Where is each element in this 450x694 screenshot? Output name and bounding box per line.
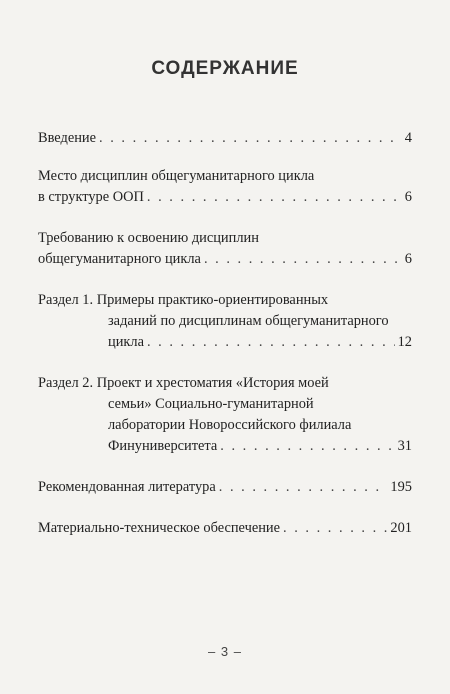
toc-entry-text: Материально-техническое обеспечение [38,520,281,536]
toc-entry-place-in-oop [38,166,412,208]
dot-leader [99,128,402,149]
toc-entry-text: Требованию к освоению дисциплин [38,230,259,246]
dot-leader [219,477,388,498]
toc-entry-text: Финуниверситета [108,438,218,454]
toc-entry-text: Рекомендованная литература [38,479,216,495]
toc-entry-text: общегуманитарного цикла [38,251,201,267]
dot-leader [147,332,395,353]
dot-leader [220,436,394,457]
table-of-contents [38,128,412,539]
toc-entry-section-1 [38,290,412,353]
toc-entry-text: Раздел 1. Примеры практико-ориентированных [38,292,329,308]
toc-entry-section-2 [38,373,412,457]
toc-page-number: 195 [390,479,412,495]
toc-page-number: 201 [390,520,412,536]
toc-entry-text: лаборатории Новороссийского филиала [108,417,352,433]
toc-entry-text: семьи» Социально-гуманитарной [108,396,314,412]
toc-entry-text: в структуре ООП [38,189,144,205]
dot-leader [147,187,402,208]
toc-page-number: 6 [404,189,412,205]
toc-page-number: 12 [397,334,412,350]
toc-entry-introduction [38,128,412,149]
toc-entry-text: цикла [108,334,144,350]
dot-leader [283,518,387,539]
toc-entry-literature [38,477,412,498]
toc-entry-equipment [38,518,412,539]
page-number-footer: – 3 – [208,644,242,659]
dot-leader [204,249,402,270]
toc-entry-requirements [38,228,412,270]
toc-page-number: 4 [404,130,412,146]
toc-entry-text: заданий по дисциплинам общегуманитарного [108,313,389,329]
toc-page-number: 6 [404,251,412,267]
page-title: СОДЕРЖАНИЕ [151,58,299,79]
toc-entry-text: Введение [38,130,97,146]
toc-page-number: 31 [397,438,412,454]
toc-entry-text: Раздел 2. Проект и хрестоматия «История моей [38,375,329,391]
toc-entry-text: Место дисциплин общегуманитарного цикла [38,168,315,184]
